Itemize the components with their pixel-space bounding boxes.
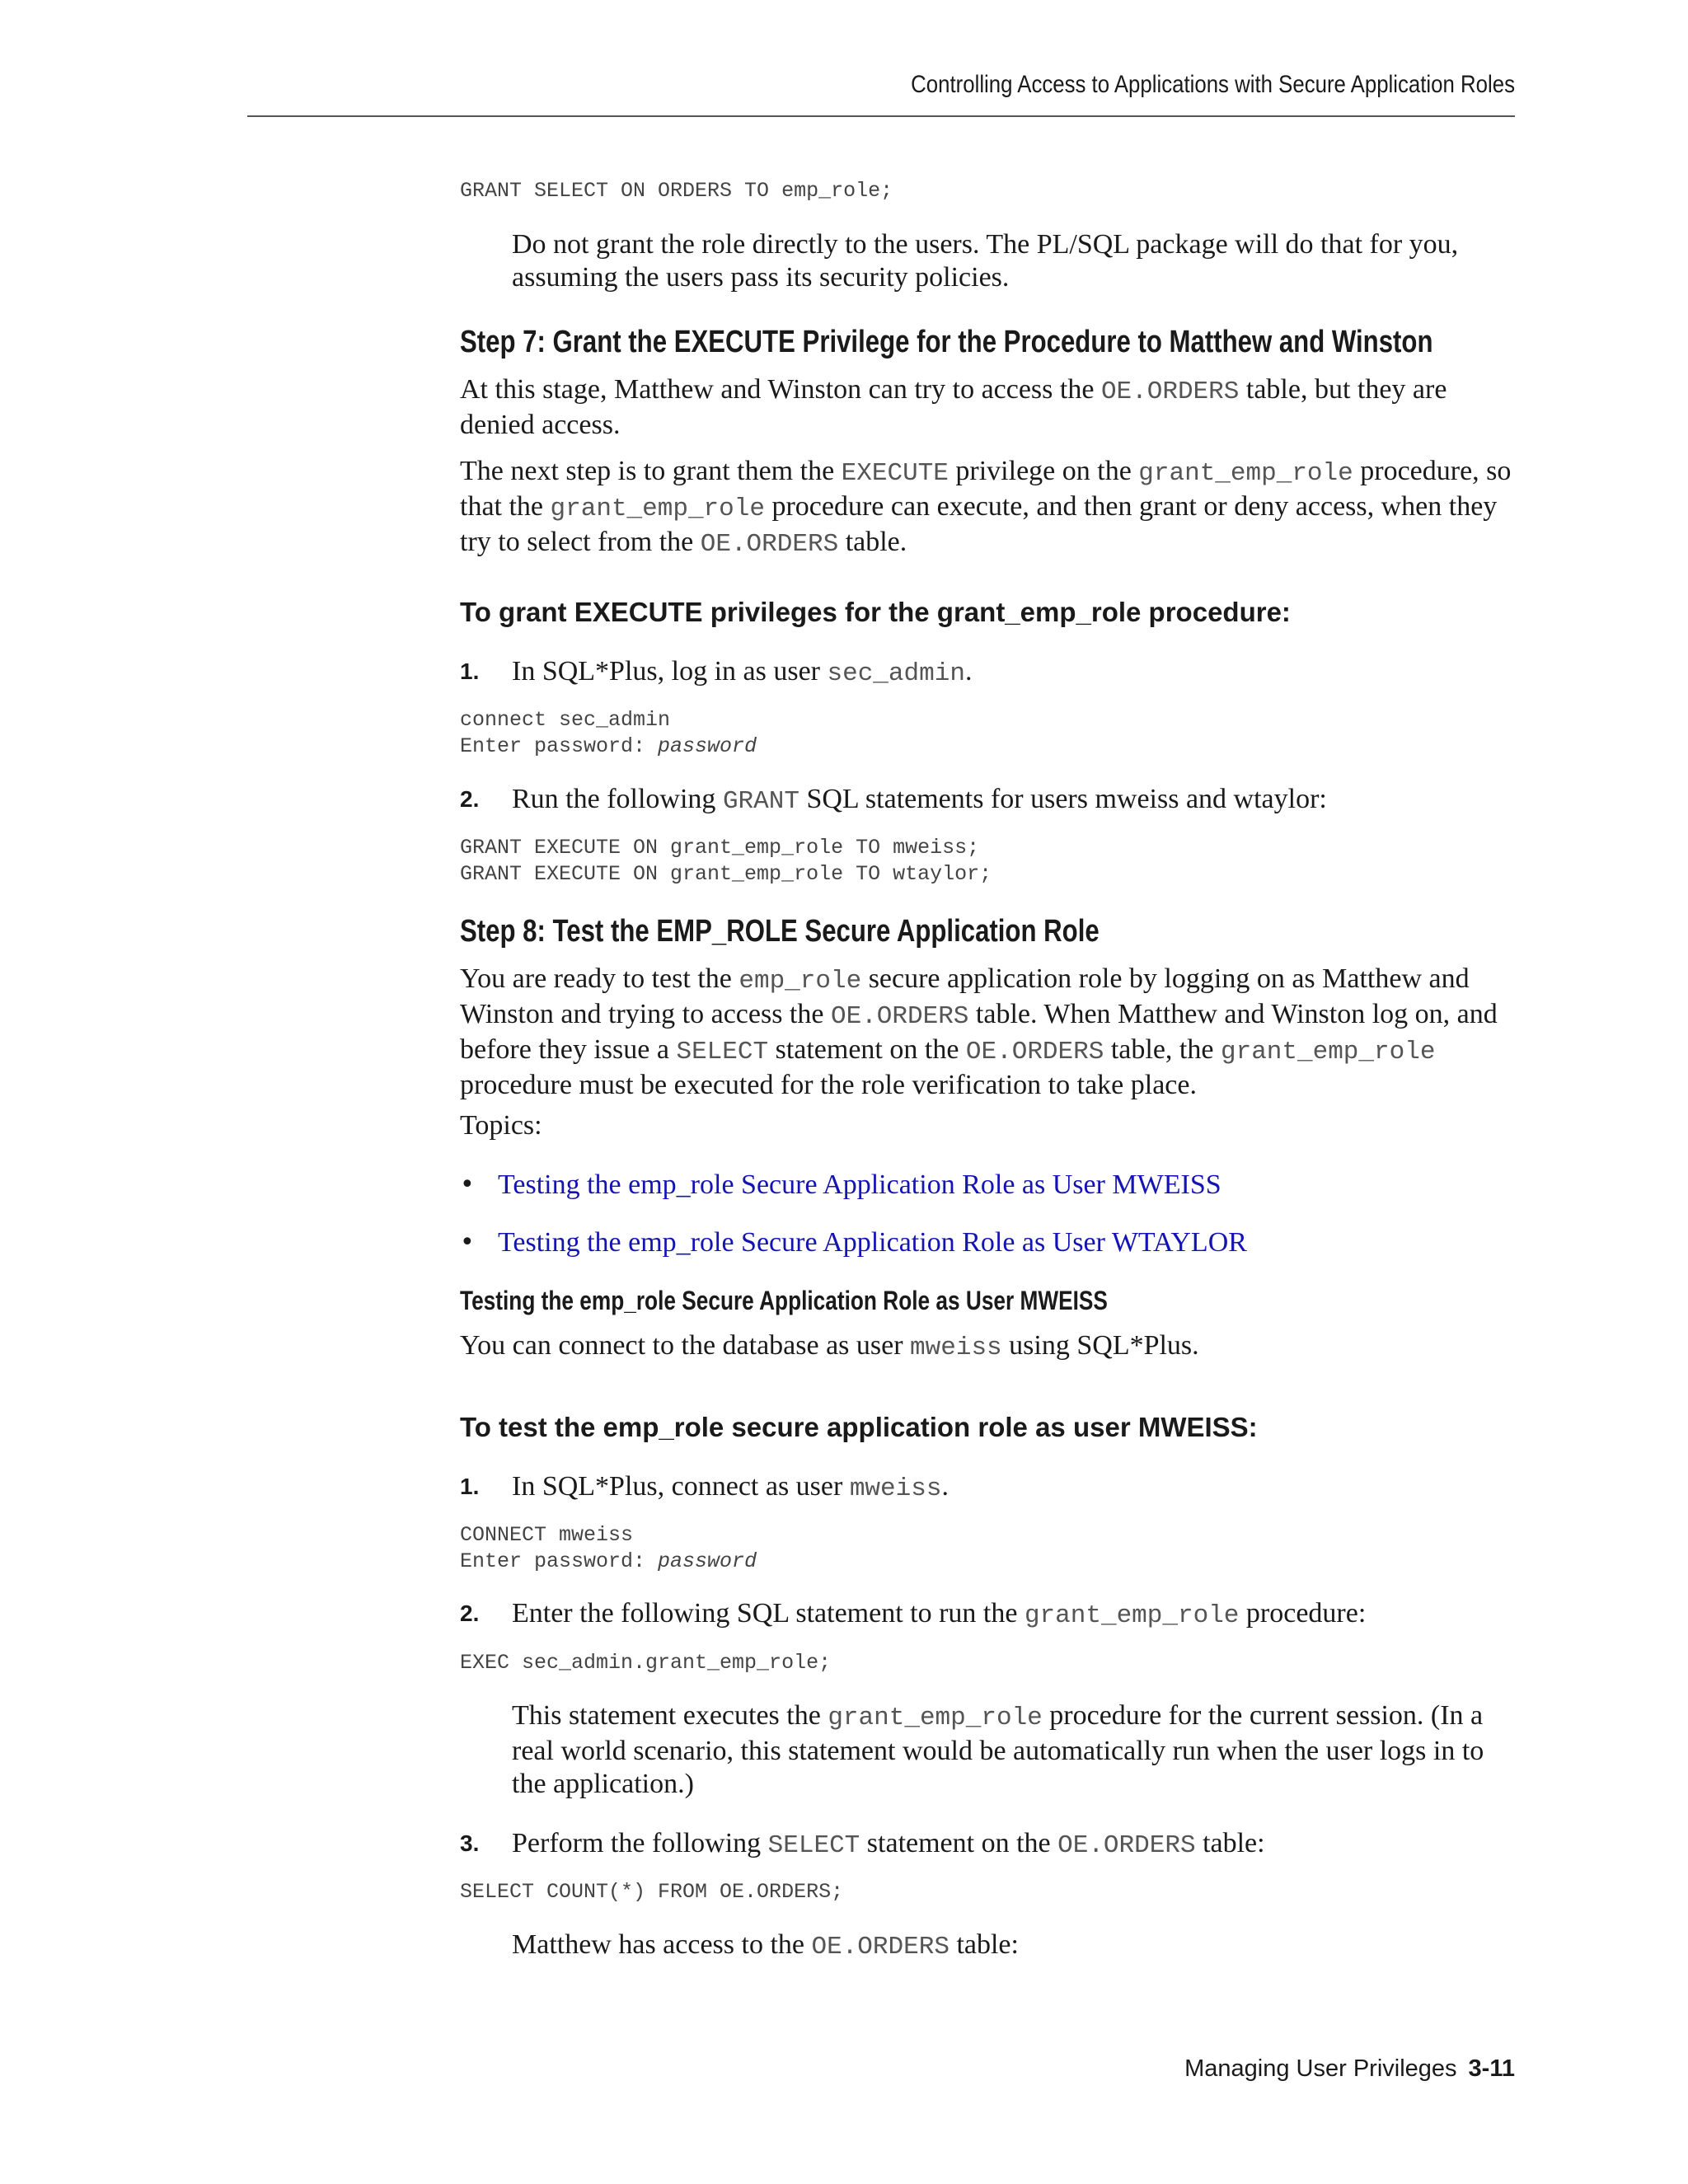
step7-heading: Step 7: Grant the EXECUTE Privilege for the Procedure to Matthew and Winston xyxy=(460,325,1433,359)
mweiss-item-1: 1. In SQL*Plus, connect as user mweiss. xyxy=(460,1471,949,1503)
bullet-icon: • xyxy=(460,1228,475,1257)
mweiss-item1-code: CONNECT mweiss Enter password: password xyxy=(460,1523,757,1573)
mweiss-item2-code: EXEC sec_admin.grant_emp_role; xyxy=(460,1651,832,1675)
step7-para1: At this stage, Matthew and Winston can try to access the OE.ORDERS table, but they are denied access. xyxy=(460,374,1447,440)
page-number: 3-11 xyxy=(1468,2055,1515,2082)
mweiss-section-heading: Testing the emp_role Secure Application Role as User MWEISS xyxy=(460,1286,1108,1315)
step7-procedure-title-wrap xyxy=(460,596,1523,629)
step7-item-1: 1. In SQL*Plus, log in as user sec_admin. xyxy=(460,656,973,688)
topic-link-item-mweiss xyxy=(460,1169,1523,1202)
topic-link-wtaylor[interactable]: Testing the emp_role Secure Application Role as User WTAYLOR xyxy=(498,1227,1247,1258)
bullet-icon: • xyxy=(460,1170,475,1199)
mweiss-item-3: 3. Perform the following SELECT statement on the OE.ORDERS table: xyxy=(460,1828,1265,1860)
header-rule xyxy=(247,115,1515,117)
mweiss-item2-note: This statement executes the grant_emp_role procedure for the current session. (In a real world scenario, this statement would be automatically run when the user logs in to the application.) xyxy=(512,1700,1484,1799)
para-do-not-grant: Do not grant the role directly to the users. The PL/SQL package will do that for you, assuming the users pass its security policies. xyxy=(512,229,1459,293)
step8-heading: Step 8: Test the EMP_ROLE Secure Application Role xyxy=(460,914,1100,949)
footer-section-title: Managing User Privileges xyxy=(1184,2055,1457,2082)
mweiss-item3-code: SELECT COUNT(*) FROM OE.ORDERS; xyxy=(460,1880,844,1904)
mweiss-heading-wrap xyxy=(460,1285,1523,1316)
page-footer xyxy=(1184,2055,1515,2083)
mweiss-procedure-title-wrap xyxy=(460,1411,1523,1444)
topic-link-mweiss[interactable]: Testing the emp_role Secure Application Role as User MWEISS xyxy=(498,1169,1221,1200)
mweiss-item-2: 2. Enter the following SQL statement to run the grant_emp_role procedure: xyxy=(460,1598,1367,1630)
mweiss-procedure-title: To test the emp_role secure application role as user MWEISS: xyxy=(460,1412,1258,1442)
step7-item2-code: GRANT EXECUTE ON grant_emp_role TO mweiss; GRANT EXECUTE ON grant_emp_role TO wtaylor; xyxy=(460,836,992,886)
mweiss-para1: You can connect to the database as user mweiss using SQL*Plus. xyxy=(460,1330,1199,1362)
step8-heading-wrap xyxy=(460,913,1523,949)
step7-para2: The next step is to grant them the EXECUTE privilege on the grant_emp_role procedure, so that the grant_emp_role procedure can execute, and then grant or deny access, when they try to select from the OE.ORDERS table. xyxy=(460,456,1512,559)
mweiss-item3-result: Matthew has access to the OE.ORDERS table: xyxy=(512,1929,1019,1961)
step7-heading-wrap xyxy=(460,324,1523,360)
step7-item-2: 2. Run the following GRANT SQL statements for users mweiss and wtaylor: xyxy=(460,784,1327,816)
topic-link-item-wtaylor xyxy=(460,1226,1523,1259)
running-header: Controlling Access to Applications with Secure Application Roles xyxy=(911,71,1515,98)
step7-procedure-title: To grant EXECUTE privileges for the grant_emp_role procedure: xyxy=(460,597,1291,627)
topics-label: Topics: xyxy=(460,1110,542,1141)
step7-item1-code: connect sec_admin Enter password: password xyxy=(460,708,757,758)
step8-para1: You are ready to test the emp_role secure application role by logging on as Matthew and Winston and trying to access the OE.ORDERS table. When Matthew and Winston log on, and before they issue a SELECT statement on the OE.ORDERS table, the grant_emp_role procedure must be executed for the role verification to take place. xyxy=(460,963,1498,1100)
code-grant-select: GRANT SELECT ON ORDERS TO emp_role; xyxy=(460,179,893,203)
